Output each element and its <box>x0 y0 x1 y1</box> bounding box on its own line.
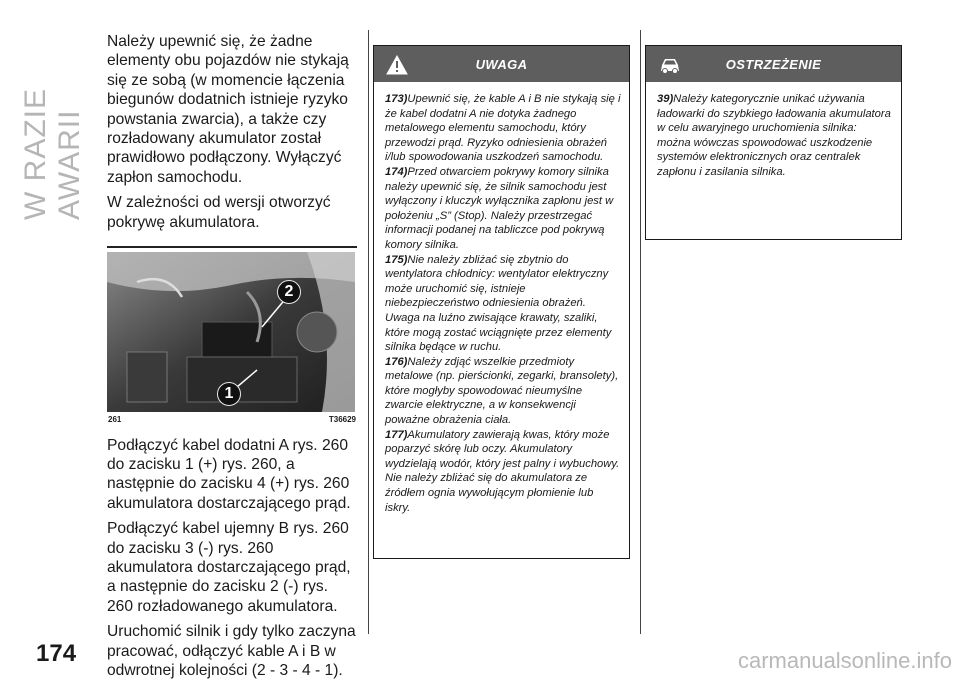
item-number: 175) <box>385 253 408 266</box>
callout-1: 1 <box>217 382 241 406</box>
caution-item <box>385 428 621 516</box>
column-divider-left <box>368 30 369 634</box>
paragraph: W zależności od wersji otworzyć pokrywę akumulatora. <box>107 194 331 231</box>
paragraph: Uruchomić silnik i gdy tylko zaczyna pracować, odłączyć kable A i B w odwrotnej kolejności (2 - 3 - 4 - 1). <box>107 623 356 680</box>
caution-item <box>385 253 621 355</box>
caution-box <box>373 45 630 559</box>
caution-title: UWAGA <box>475 56 528 72</box>
item-number: 173) <box>385 93 408 105</box>
column-divider-right <box>640 30 641 634</box>
item-number: 174) <box>385 165 408 178</box>
figure <box>107 246 357 424</box>
callout-2: 2 <box>277 280 301 304</box>
caution-item <box>385 355 621 428</box>
item-text: Akumulatory zawierają kwas, który może poparzyć skórę lub oczy. Akumulatory wydzielają wodór, który jest palny i wybuchowy. Nie należy zbliżać się do akumulatora ze źródłem ognia wywołującym płomienie lub iskry. <box>385 428 620 514</box>
caution-body <box>374 82 629 521</box>
item-number: 176) <box>385 355 408 368</box>
item-text: Nie należy zbliżać się zbytnio do wentylatora chłodnicy: wentylator elektryczny może uruchomić się, istnieje niebezpieczeństwo odniesienia obrażeń. Uwaga na luźno zwisające krawaty, szaliki, które mogą zostać wciągnięte przez elementy silnika będące w ruchu. <box>385 253 612 354</box>
item-text: Upewnić się, że kable A i B nie stykają się i że kabel dodatni A nie dotyka żadnego metalowego elementu samochodu, który przewodzi prąd. Ryzyko odniesienia obrażeń i/lub spowodowania uszkodzeń samochodu. <box>385 93 621 164</box>
warning-title: OSTRZEŻENIE <box>725 56 822 72</box>
warning-item <box>657 92 893 180</box>
caution-header <box>374 46 629 82</box>
figure-number: 261 <box>108 414 122 424</box>
car-warning-icon <box>658 55 682 80</box>
item-text: Należy kategorycznie unikać używania ładowarki do szybkiego ładowania akumulatora w celu awaryjnego uruchomienia silnika: można wówczas spowodować uszkodzenie systemów elektronicznych oraz centralek zapłonu i zasilania silnika. <box>657 93 891 178</box>
warning-body <box>646 82 901 186</box>
warning-triangle-icon <box>386 55 408 80</box>
paragraph: Należy upewnić się, że żadne elementy obu pojazdów nie stykają się ze sobą (w momencie łączenia biegunów dodatnich istnieje ryzyko powstania zwarcia), a także czy rozładowany akumulator został prawidłowo podłączony. Wyłączyć zapłon samochodu. <box>107 33 349 186</box>
watermark: carmanualsonline.info <box>737 648 952 673</box>
caution-item <box>385 92 621 165</box>
item-text: Przed otwarciem pokrywy komory silnika należy upewnić się, że silnik samochodu jest wyłączony i kluczyk wyłącznika zapłonu jest w położeniu „S” (Stop). Należy przestrzegać informacji podanej na tabliczce pod pokrywą komory silnika. <box>385 165 614 251</box>
warning-header <box>646 46 901 82</box>
section-title: W RAZIE AWARII <box>19 88 86 220</box>
item-text: Należy zdjąć wszelkie przedmioty metalowe (np. pierścionki, zegarki, bransolety), które mogłyby spowodować nieumyślne zwarcie elektryczne, a w konsekwencji poważne obrażenia ciała. <box>385 355 619 427</box>
figure-code: T36629 <box>328 414 356 424</box>
paragraph: Podłączyć kabel dodatni A rys. 260 do zacisku 1 (+) rys. 260, a następnie do zacisku 4 (+) rys. 260 akumulatora dostarczającego prąd. <box>107 436 351 512</box>
main-text-column <box>107 30 357 686</box>
figure-caption <box>107 415 357 424</box>
item-number: 177) <box>385 428 408 441</box>
figure-rule <box>107 246 357 248</box>
engine-battery-photo <box>107 252 355 412</box>
item-number: 39) <box>657 93 674 105</box>
page-number: 174 <box>36 640 77 667</box>
paragraph: Podłączyć kabel ujemny B rys. 260 do zacisku 3 (-) rys. 260 akumulatora dostarczającego prąd, a następnie do zacisku 2 (-) rys. 260 rozładowanego akumulatora. <box>107 520 351 615</box>
caution-item <box>385 165 621 253</box>
warning-box <box>645 45 902 240</box>
